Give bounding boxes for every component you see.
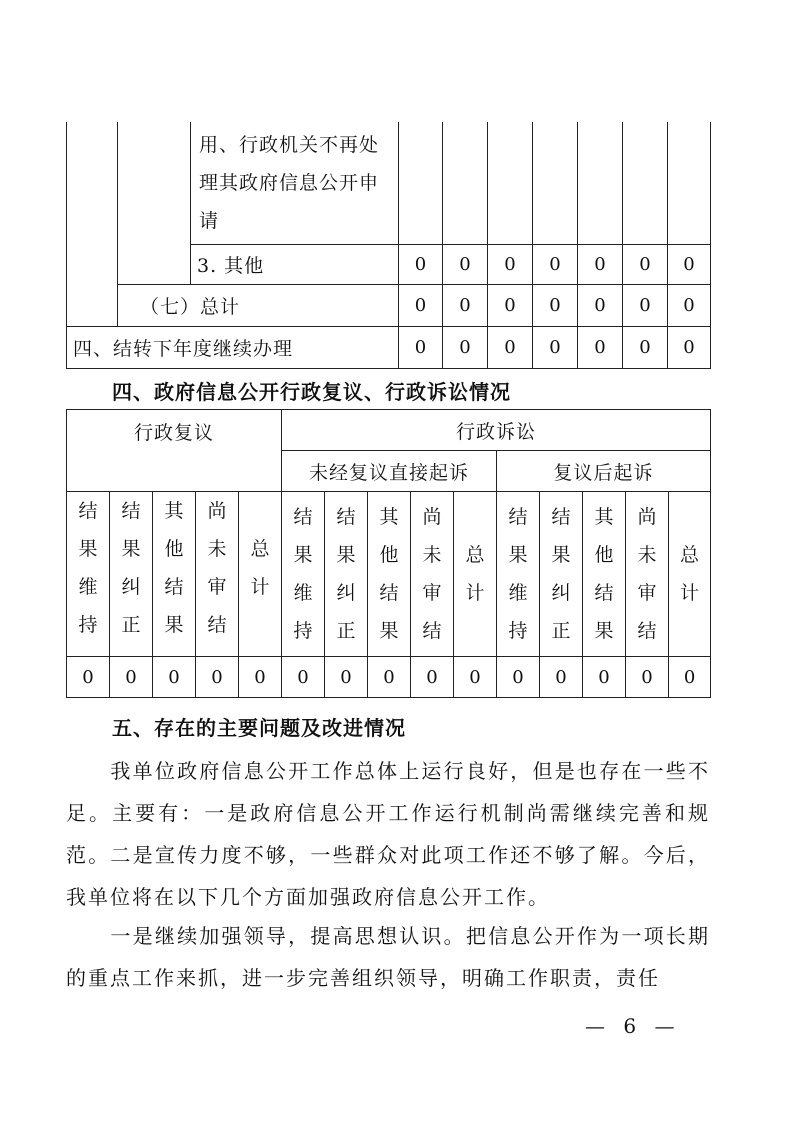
column-label-row — [67, 492, 711, 657]
table1-outer-blank — [67, 122, 118, 326]
value-cell: 0 — [454, 657, 497, 698]
col-label-corrected: 结 果 纠 正 — [540, 492, 583, 657]
row-carry-value: 0 — [488, 326, 533, 368]
col-label-corrected: 结 果 纠 正 — [110, 492, 153, 657]
value-cell: 0 — [196, 657, 239, 698]
row-other-value: 0 — [578, 244, 623, 284]
row-carry-value: 0 — [399, 326, 443, 368]
row-other-value: 0 — [533, 244, 578, 284]
row-other-value: 0 — [623, 244, 668, 284]
row-total-value: 0 — [668, 284, 711, 326]
row-total-value: 0 — [578, 284, 623, 326]
value-cell: 0 — [411, 657, 454, 698]
value-cell: 0 — [497, 657, 540, 698]
cell-empty — [668, 122, 711, 244]
value-cell: 0 — [583, 657, 626, 698]
paragraph-leadership: 一是继续加强领导，提高思想认识。把信息公开作为一项长期的重点工作来抓，进一步完善组织领导，明确工作职责，责任 — [66, 924, 710, 990]
row-carry-value: 0 — [533, 326, 578, 368]
desc-line: 理其政府信息公开申 — [199, 171, 380, 194]
col-label-pending: 尚 未 审 结 — [411, 492, 454, 657]
row-total-value: 0 — [399, 284, 443, 326]
col-label-upheld: 结 果 维 持 — [282, 492, 325, 657]
col-label-total: 总 计 — [454, 492, 497, 657]
row-other-value: 0 — [443, 244, 488, 284]
col-label-upheld: 结 果 维 持 — [497, 492, 540, 657]
value-cell: 0 — [239, 657, 282, 698]
cell-empty — [623, 122, 668, 244]
row-total-value: 0 — [443, 284, 488, 326]
row-carry-over-label: 四、结转下年度继续办理 — [67, 326, 399, 368]
row-other-value: 0 — [488, 244, 533, 284]
col-label-corrected: 结 果 纠 正 — [325, 492, 368, 657]
review-litigation-table — [66, 409, 711, 698]
page-number: — 6 — — [585, 1014, 681, 1038]
table1-inner-blank — [118, 122, 191, 284]
col-label-total: 总 计 — [669, 492, 711, 657]
disposition-table-continued — [66, 122, 711, 369]
value-cell: 0 — [282, 657, 325, 698]
col-label-other-result: 其 他 结 果 — [583, 492, 626, 657]
row-total-value: 0 — [488, 284, 533, 326]
row-other-value: 0 — [668, 244, 711, 284]
row-total-label: （七）总计 — [118, 284, 399, 326]
value-cell: 0 — [110, 657, 153, 698]
col-label-upheld: 结 果 维 持 — [67, 492, 110, 657]
cell-empty — [533, 122, 578, 244]
desc-line: 用、行政机关不再处 — [199, 133, 380, 156]
col-label-other-result: 其 他 结 果 — [153, 492, 196, 657]
header-direct-suit: 未经复议直接起诉 — [282, 451, 497, 492]
header-administrative-review: 行政复议 — [67, 410, 282, 492]
value-cell: 0 — [540, 657, 583, 698]
cell-empty — [443, 122, 488, 244]
value-cell: 0 — [669, 657, 711, 698]
row-total-value: 0 — [623, 284, 668, 326]
row-carry-value: 0 — [443, 326, 488, 368]
value-cell: 0 — [626, 657, 669, 698]
col-label-pending: 尚 未 审 结 — [626, 492, 669, 657]
row-carry-value: 0 — [668, 326, 711, 368]
section-5-title: 五、存在的主要问题及改进情况 — [112, 716, 406, 740]
row-total-value: 0 — [533, 284, 578, 326]
row-not-processed-description — [191, 122, 399, 244]
cell-empty — [399, 122, 443, 244]
cell-empty — [488, 122, 533, 244]
paragraph-problems: 我单位政府信息公开工作总体上运行良好，但是也存在一些不足。主要有：一是政府信息公开工作运行机制尚需继续完善和规范。二是宣传力度不够，一些群众对此项工作还不够了解。今后，我单位将在以下几个方面加强政府信息公开工作。 — [66, 759, 710, 909]
value-cell: 0 — [368, 657, 411, 698]
desc-line: 请 — [199, 209, 220, 232]
value-cell: 0 — [325, 657, 368, 698]
section-4-title: 四、政府信息公开行政复议、行政诉讼情况 — [112, 380, 511, 404]
row-other-value: 0 — [399, 244, 443, 284]
row-carry-value: 0 — [623, 326, 668, 368]
cell-empty — [578, 122, 623, 244]
col-label-other-result: 其 他 结 果 — [368, 492, 411, 657]
row-other-label: 3. 其他 — [191, 244, 399, 284]
header-administrative-litigation: 行政诉讼 — [282, 410, 711, 451]
col-label-total: 总 计 — [239, 492, 282, 657]
col-label-pending: 尚 未 审 结 — [196, 492, 239, 657]
value-cell: 0 — [153, 657, 196, 698]
header-suit-after-review: 复议后起诉 — [497, 451, 711, 492]
row-carry-value: 0 — [578, 326, 623, 368]
value-cell: 0 — [67, 657, 110, 698]
